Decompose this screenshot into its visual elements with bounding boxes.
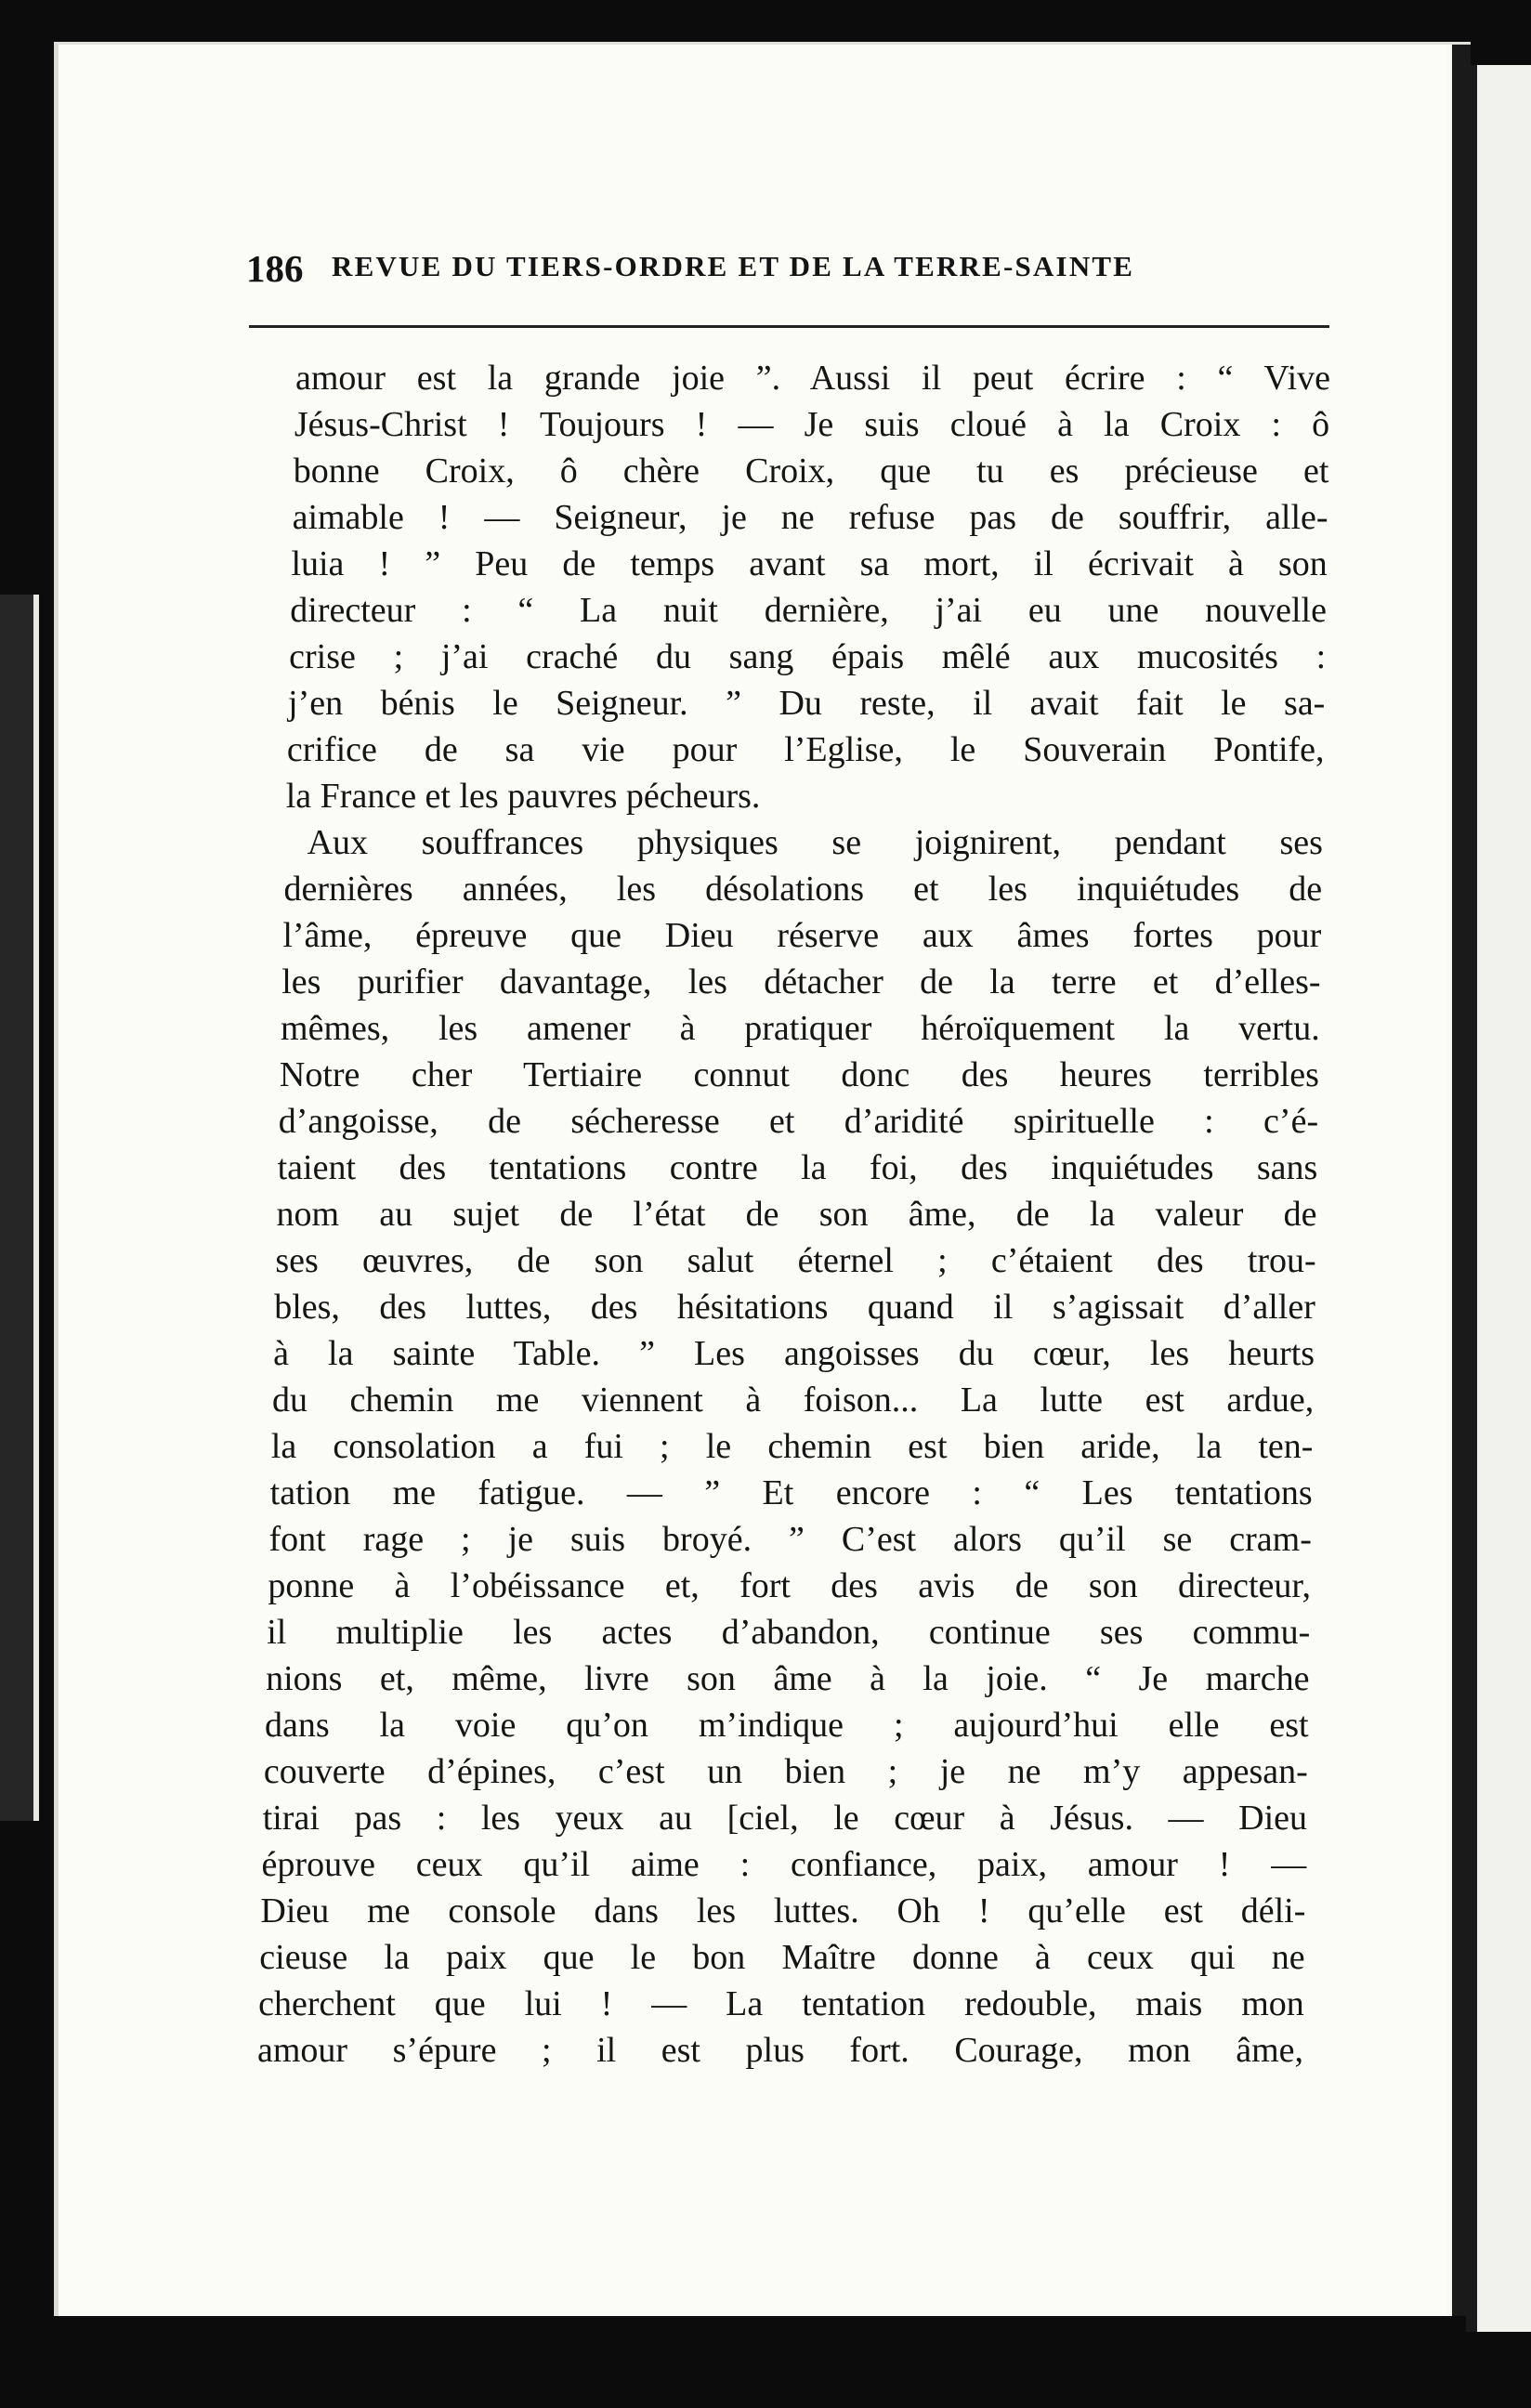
- text-line: cieuse la paix que le bon Maître donne à ceux qui ne: [259, 1938, 1305, 1977]
- text-line: j’en bénis le Seigneur. ” Du reste, il avait fait le sa-: [288, 684, 1326, 723]
- text-line: mêmes, les amener à pratiquer héroïquement la vertu.: [281, 1009, 1320, 1048]
- text-line: Notre cher Tertiaire connut donc des heures terribles: [279, 1055, 1319, 1094]
- text-line: éprouve ceux qu’il aime : confiance, paix, amour ! —: [261, 1845, 1307, 1884]
- text-line: dernières années, les désolations et les inquiétudes de: [283, 870, 1323, 909]
- text-line: couverte d’épines, c’est un bien ; je ne m’y appesan-: [263, 1752, 1308, 1791]
- text-line: Aux souffrances physiques se joignirent, pendant ses: [307, 823, 1323, 862]
- text-line: Dieu me console dans les luttes. Oh ! qu’elle est déli-: [260, 1891, 1306, 1930]
- text-line: cherchent que lui ! — La tentation redouble, mais mon: [258, 1984, 1304, 2023]
- text-line: à la sainte Table. ” Les angoisses du cœur, les heurts: [273, 1334, 1315, 1373]
- text-line: taient des tentations contre la foi, des inquiétudes sans: [277, 1148, 1318, 1187]
- text-line: amour est la grande joie ”. Aussi il peut écrire : “ Vive: [295, 359, 1330, 398]
- page-number: 186: [246, 247, 304, 290]
- text-line: bonne Croix, ô chère Croix, que tu es précieuse et: [293, 452, 1329, 491]
- text-line: ponne à l’obéissance et, fort des avis de son directeur,: [268, 1566, 1312, 1605]
- text-line: dans la voie qu’on m’indique ; aujourd’hui elle est: [264, 1706, 1309, 1745]
- text-line: d’angoisse, de sécheresse et d’aridité spirituelle : c’é-: [278, 1102, 1319, 1141]
- text-line: aimable ! — Seigneur, je ne refuse pas de souffrir, alle-: [292, 498, 1328, 537]
- running-title: REVUE DU TIERS-ORDRE ET DE LA TERRE-SAINTE: [332, 250, 1135, 282]
- text-line: l’âme, épreuve que Dieu réserve aux âmes fortes pour: [282, 916, 1322, 955]
- text-line: font rage ; je suis broyé. ” C’est alors qu’il se cram-: [268, 1520, 1312, 1559]
- text-line: tation me fatigue. — ” Et encore : “ Les tentations: [269, 1473, 1313, 1512]
- text-line: les purifier davantage, les détacher de la terre et d’elles-: [281, 962, 1321, 1001]
- text-line: nom au sujet de l’état de son âme, de la valeur de: [276, 1195, 1317, 1234]
- text-line: nions et, même, livre son âme à la joie. “ Je marche: [266, 1659, 1310, 1698]
- text-line: Jésus-Christ ! Toujours ! — Je suis cloué à la Croix : ô: [294, 405, 1330, 444]
- text-line: crifice de sa vie pour l’Eglise, le Souverain Pontife,: [286, 730, 1325, 769]
- text-line: la France et les pauvres pécheurs.: [285, 777, 761, 816]
- text-line: du chemin me viennent à foison... La lutte est ardue,: [271, 1381, 1315, 1420]
- text-line: amour s’épure ; il est plus fort. Courage, mon âme,: [257, 2031, 1303, 2070]
- text-line: ses œuvres, de son salut éternel ; c’étaient des trou-: [275, 1241, 1316, 1280]
- text-line: crise ; j’ai craché du sang épais mêlé aux mucosités :: [289, 637, 1327, 676]
- text-line: bles, des luttes, des hésitations quand il s’agissait d’aller: [274, 1288, 1315, 1327]
- text-line: il multiplie les actes d’abandon, continue ses commu-: [267, 1613, 1311, 1652]
- text-line: directeur : “ La nuit dernière, j’ai eu une nouvelle: [290, 591, 1327, 630]
- text-line: luia ! ” Peu de temps avant sa mort, il écrivait à son: [291, 544, 1328, 583]
- text-line: la consolation a fui ; le chemin est bien aride, la ten-: [270, 1427, 1314, 1466]
- text-line: tirai pas : les yeux au [ciel, le cœur à Jésus. — Dieu: [262, 1799, 1308, 1838]
